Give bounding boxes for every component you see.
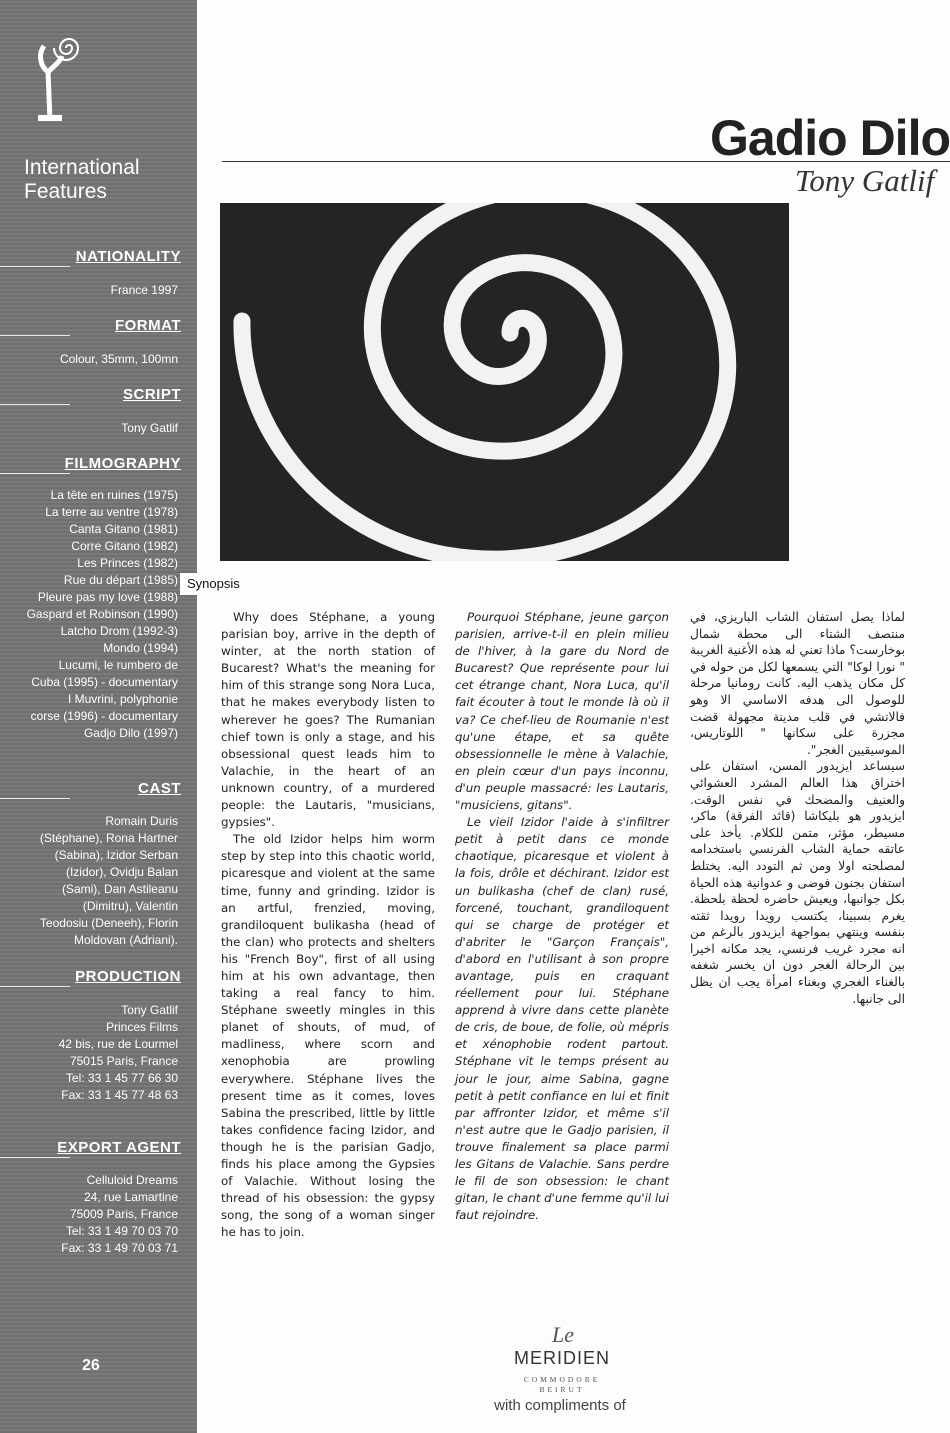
cast-line: (Sabina), Izidor Serban [54, 848, 178, 862]
page-number: 26 [82, 1357, 100, 1374]
cast-line: Romain Duris [105, 814, 178, 828]
hotel-name: MERIDIEN [513, 1348, 610, 1368]
filmography-item: Canta Gitano (1981) [69, 522, 178, 536]
production-heading: PRODUCTION [75, 968, 181, 985]
hotel-logo-script: Le [552, 1322, 574, 1347]
production-line: Fax: 33 1 45 77 48 63 [61, 1088, 178, 1102]
divider [0, 798, 70, 799]
nationality-value: France 1997 [110, 283, 178, 297]
nationality-heading: NATIONALITY [75, 248, 181, 265]
filmography-item: La terre au ventre (1978) [45, 505, 178, 519]
director-name: Tony Gatlif [795, 163, 935, 198]
export-agent-heading: EXPORT AGENT [57, 1139, 181, 1156]
filmography-item: Cuba (1995) - documentary [31, 675, 178, 689]
sidebar-title-line1: International [24, 156, 140, 179]
sidebar-title-line2: Features [24, 180, 107, 203]
divider [0, 404, 70, 405]
format-heading: FORMAT [114, 317, 181, 334]
export-agent-line: Celluloid Dreams [86, 1173, 178, 1187]
synopsis-french-paragraph: Le vieil Izidor l'aide à s'infiltrer petit à petit dans ce monde chaotique, picaresque et violent à la fois, drôle et déchirant. Izidor est un bulikasha (chef de clan) rusé, forcené, touchant, grandiloquent qui se charge de protéger et d'abriter le "Garçon Français", d'abord en l'utilisant à son propre avantage, puis en craquant réellement pour lui. Stéphane apprend à vivre dans cette planète de cris, de boue, de folie, où mépris et xénophobie rodent partout. Stéphane vit le temps présent au jour le jour, aime Sabina, gagne petit à petit confiance en lui et finit par affronter Izidor, et même s'il n'est autre que le Gadjo parisien, il trouve finalement sa place parmi les Gitans de Valachie. Sans perdre le fil de son obsession: le chant gitan, le chant d'une femme qu'il lui faut rejoindre. [455, 815, 669, 1223]
cast-line: (Izidor), Ovidju Balan [65, 865, 178, 879]
filmography-item: Pleure pas my love (1988) [37, 590, 178, 604]
filmography-item: Latcho Drom (1992-3) [60, 624, 178, 638]
synopsis-english-paragraph: Why does Stéphane, a young parisian boy, arrive in the depth of winter, at the north station of Bucarest? What's the meaning for him of this strange song Nora Luca, that he makes everybody listen to wherever he goes? The Rumanian chief town is only a stage, and his obsessional quest leads him to Valachie, in the heart of an unknown country, of a murdered people: the Lautaris, "musicians, gypsies". [221, 610, 435, 830]
page-title: Gadio Dilo [710, 110, 950, 166]
production-line: Tony Gatlif [121, 1003, 178, 1017]
divider [0, 1157, 70, 1158]
festival-logo-icon [28, 32, 88, 127]
divider [0, 473, 70, 474]
cast-heading: CAST [138, 780, 181, 797]
filmography-item: Gaspard et Robinson (1990) [26, 607, 178, 621]
synopsis-arabic [690, 609, 905, 1007]
divider [0, 335, 70, 336]
production-line: Tel: 33 1 45 77 66 30 [65, 1071, 178, 1085]
cast-line: (Sami), Dan Astileanu [61, 882, 178, 896]
sidebar [0, 0, 197, 1433]
synopsis-arabic-paragraph: سيساعد ايزيدور المسن، استفان على اختراق هذا العالم المشرد العشوائي والعنيف والمضحك في نفس الوقت. ايزيدور هو بليكاشا (قائد الفرقة) ماكر، مسيطر، مؤثر، متمن للكلام. يأخذ على عاتقه حماية الشاب الفرنسي باستخدامه لمصلحته اولا ومن ثم التودد اليه. يختلط استفان بجنون فوضى و عدوانية هذه الحياة بكل جوانبها، ويعيش حاضره لحظة بلحظة. يغرم بسبينا، يكتسب رويدا رويدا ثقته بنفسه وينتهي بمواجهة ايزيدور بالرغم من انه مجرد غريب فرنسي، يجد مكانه اخيرا بين الرحالة الغجر دون ان يخسر شغفه بالغناء الغجري وبغناء امرأة يجب ان يظل الى جانبها. [690, 759, 905, 1006]
cast-line: Moldovan (Adriani). [73, 933, 178, 947]
filmography-heading: FILMOGRAPHY [64, 455, 181, 472]
export-agent-line: 75009 Paris, France [69, 1207, 178, 1221]
production-line: Princes Films [105, 1020, 178, 1034]
synopsis-arabic-paragraph: لماذا يصل استفان الشاب الباريزي، في منتصف الشتاء الى محطة شمال بوخارست؟ ماذا تعني له هذه الأغنية الغريبة " نورا لوكا" التي يسمعها لكل من حوله في كل مكان يذهب اليه. كانت رومانيا مرحلة للوصول الى هدفه الاساسي الا وهو فالاتشي في قلب مدينة مجهولة قضت مجزرة على سكانها " اللوتاريس، الموسيقيين الغجر". [690, 610, 905, 757]
export-agent-line: Fax: 33 1 49 70 03 71 [61, 1241, 178, 1255]
filmography-item: Rue du départ (1985) [63, 573, 178, 587]
filmography-item: Mondo (1994) [103, 641, 178, 655]
synopsis-label: Synopsis [180, 573, 249, 595]
cast-line: (Dimitru), Valentin [82, 899, 178, 913]
compliments-text: with compliments of [494, 1397, 626, 1414]
production-list [0, 1002, 178, 1104]
export-agent-line: 24, rue Lamartine [83, 1190, 178, 1204]
divider [0, 986, 70, 987]
export-agent-list [0, 1172, 178, 1257]
filmography-item: Gadjo Dilo (1997) [83, 726, 178, 740]
filmography-item: Les Princes (1982) [77, 556, 178, 570]
hotel-subtitle: COMMODORE [523, 1375, 601, 1384]
script-value: Tony Gatlif [121, 421, 178, 435]
cast-list [0, 813, 178, 949]
synopsis-english [221, 609, 435, 1241]
filmography-item: corse (1996) - documentary [30, 709, 178, 723]
filmography-item: Corre Gitano (1982) [71, 539, 178, 553]
synopsis-english-paragraph: The old Izidor helps him worm step by step into this chaotic world, picaresque and violent at the same time, funny and grinding. Izidor is an artful, frenzied, moving, grandiloquent bulikasha (head of the clan) who protects and shelters his "French Boy", first of all using him at his own advantage, then taking a real fancy to him. Stéphane sweetly mingles in this planet of shouts, of mud, of madliness, where scorn and xenophobia are prowling everywhere. Stéphane lives the present time as it comes, loves Sabina the prescribed, little by little takes confidence facing Izidor, and though he is the parisian Gadjo, finds his place among the Gypsies of Valachie. Without losing the thread of his obsession: the gypsy song, the song of a woman singer he has to join. [221, 832, 435, 1240]
format-value: Colour, 35mm, 100mn [59, 352, 178, 366]
filmography-list [0, 487, 178, 742]
production-line: 75015 Paris, France [69, 1054, 178, 1068]
divider [0, 266, 70, 267]
cast-line: (Stéphane), Rona Hartner [39, 831, 178, 845]
script-heading: SCRIPT [122, 386, 181, 403]
sidebar-title [24, 156, 194, 204]
export-agent-line: Tel: 33 1 49 70 03 70 [65, 1224, 178, 1238]
film-still-spiral-image [220, 203, 789, 561]
filmography-item: Lucumi, le rumbero de [58, 658, 178, 672]
synopsis-french [455, 609, 669, 1224]
cast-line: Teodosiu (Deneeh), Florin [39, 916, 178, 930]
filmography-item: I Muvrini, polyphonie [67, 692, 178, 706]
filmography-item: La tête en ruines (1975) [50, 488, 178, 502]
hotel-city: BEIRUT [539, 1385, 585, 1394]
synopsis-french-paragraph: Pourquoi Stéphane, jeune garçon parisien, arrive-t-il en plein milieu de l'hiver, à la gare du Nord de Bucarest? Que représente pour lui cet étrange chant, Nora Luca, qu'il fait écouter à tout le monde là où il va? Ce chef-lieu de Roumanie n'est qu'une étape, et sa quête obsessionnelle le mène à Valachie, en plein cœur d'un pays inconnu, d'un peuple massacré: les Lautaris, "musiciens, gitans". [455, 610, 669, 813]
production-line: 42 bis, rue de Lourmel [58, 1037, 178, 1051]
